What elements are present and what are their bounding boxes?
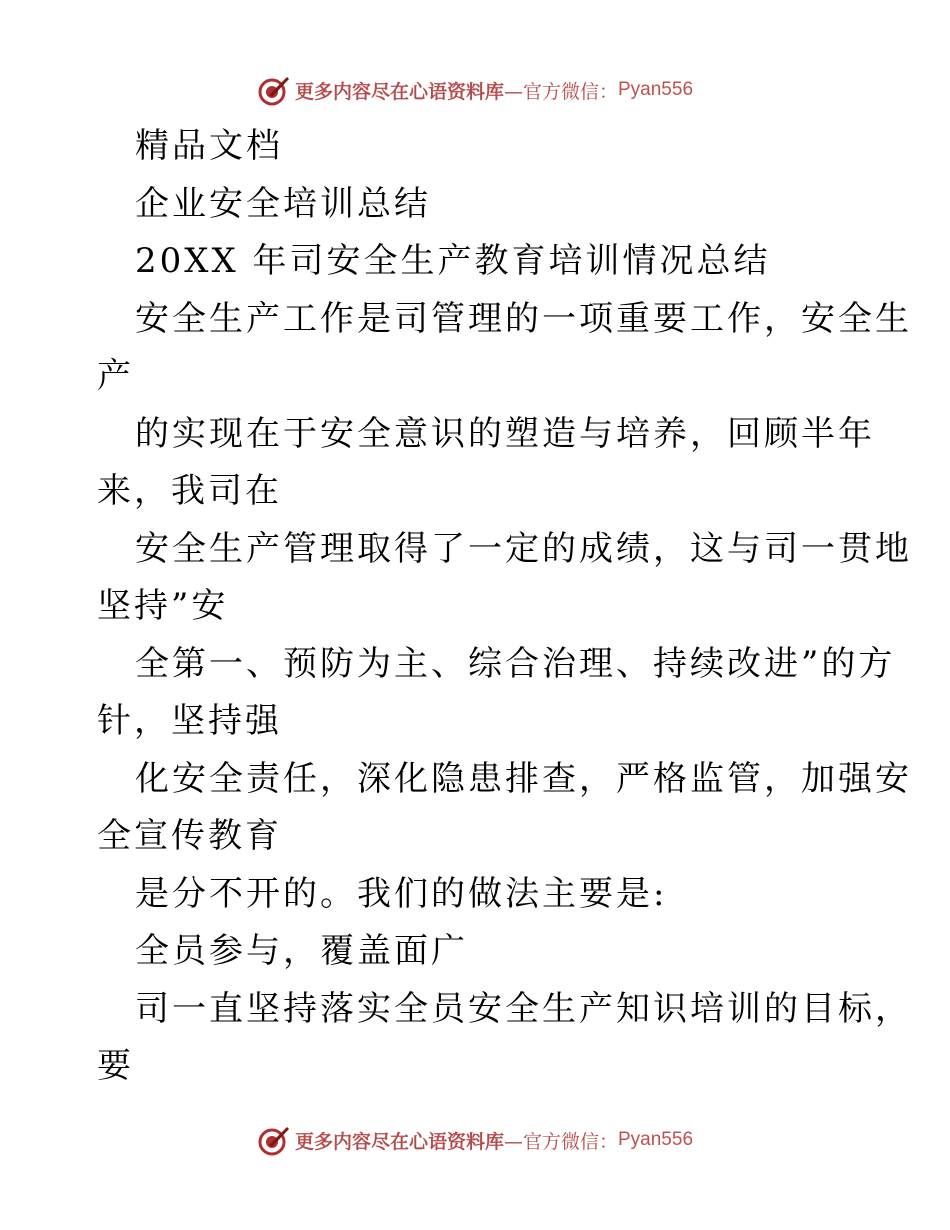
text-line: 坚持”安 xyxy=(97,586,229,626)
text-line: 针，坚持强 xyxy=(97,701,282,741)
text-line: 全宣传教育 xyxy=(97,816,282,856)
banner-sub-text: —官方微信： xyxy=(503,1130,618,1153)
banner-wechat-id: Pyan556 xyxy=(618,79,694,100)
text-line: 的实现在于安全意识的塑造与培养，回顾半年 xyxy=(135,413,875,454)
text-line: 产 xyxy=(97,356,134,396)
text-line: 安全生产工作是司管理的一项重要工作，安全生 xyxy=(135,298,912,339)
header-watermark-banner xyxy=(0,70,950,110)
quill-logo-icon xyxy=(257,73,291,107)
text-line: 要 xyxy=(97,1046,134,1086)
text-line: 全员参与，覆盖面广 xyxy=(135,931,468,971)
banner-main-text: 更多内容尽在心语资料库 xyxy=(294,80,504,103)
text-line: 20XX 年司安全生产教育培训情况总结 xyxy=(135,241,771,281)
document-body xyxy=(97,118,912,1096)
banner-wechat-id: Pyan556 xyxy=(618,1129,694,1150)
text-line: 企业安全培训总结 xyxy=(135,183,431,224)
banner-main-text: 更多内容尽在心语资料库 xyxy=(294,1130,504,1153)
text-line: 化安全责任，深化隐患排查，严格监管，加强安 xyxy=(135,758,912,799)
text-line: 来，我司在 xyxy=(97,471,282,511)
quill-logo-icon xyxy=(257,1123,291,1157)
banner-sub-text: —官方微信： xyxy=(503,80,618,103)
text-line: 是分不开的。我们的做法主要是: xyxy=(135,873,668,914)
text-line: 精品文档 xyxy=(135,126,283,166)
text-line: 全第一、预防为主、综合治理、持续改进”的方 xyxy=(135,643,896,684)
text-line: 司一直坚持落实全员安全生产知识培训的目标， xyxy=(135,988,912,1029)
text-line: 安全生产管理取得了一定的成绩，这与司一贯地 xyxy=(135,528,912,569)
footer-watermark-banner xyxy=(0,1120,950,1160)
